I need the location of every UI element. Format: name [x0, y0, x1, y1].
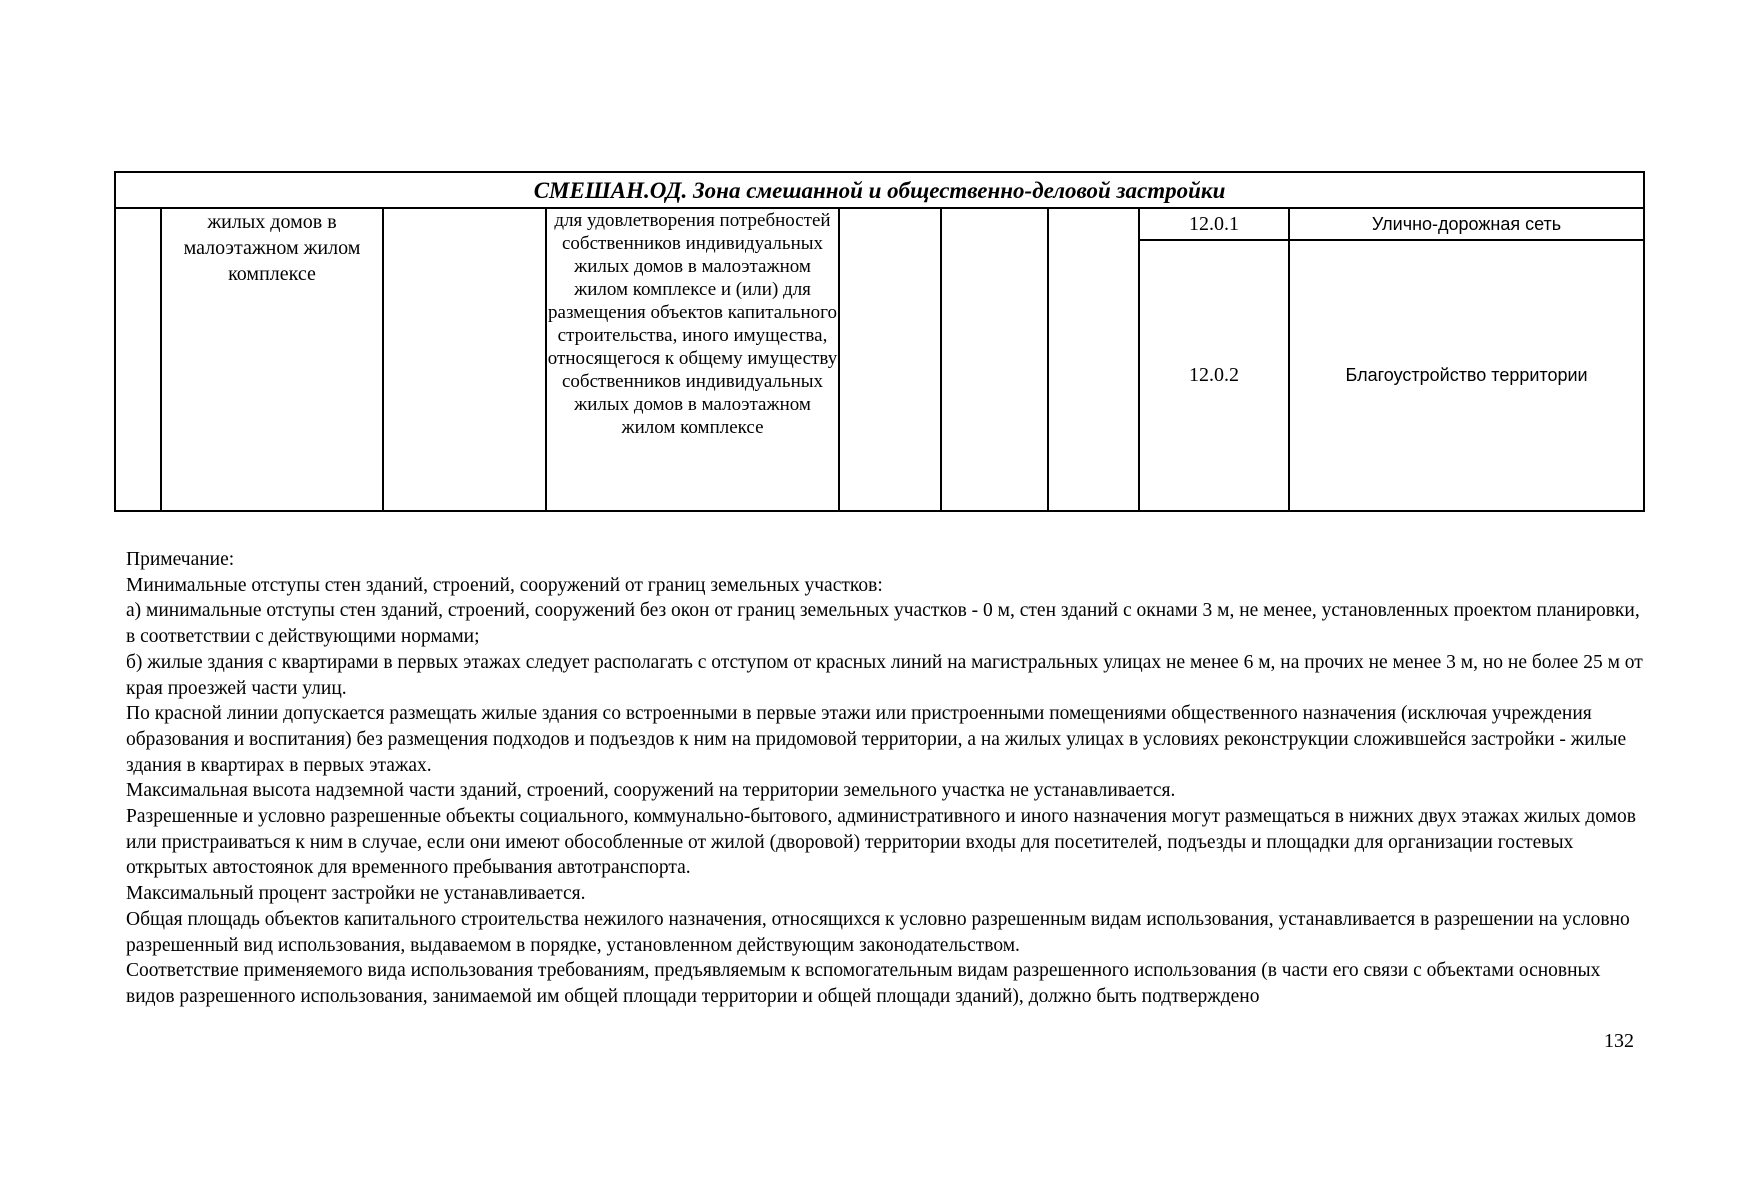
note-paragraph: Общая площадь объектов капитального строительства нежилого назначения, относящихся к условно разрешенным видам использования, устанавливается в разрешении на условно разрешенный вид использования, выдаваемом в порядке, установленном действующим законодательством.	[126, 908, 1630, 956]
table-cell-code: 12.0.1	[1139, 208, 1289, 240]
note-paragraph: Соответствие применяемого вида использования требованиям, предъявляемым к вспомогательным видам разрешенного использования (в части его связи с объектами основных видов разрешенного использования, занимаемой им общей площади территории и общей площади зданий), должно быть подтверждено	[126, 960, 1601, 1007]
note-paragraph: б) жилые здания с квартирами в первых этажах следует располагать с отступом от красных линий на магистральных улицах не менее 6 м, на прочих не менее 3 м, но не более 25 м от края проезжей части улиц.	[126, 651, 1643, 699]
note-paragraph: а) минимальные отступы стен зданий, строений, сооружений без окон от границ земельных участков - 0 м, стен зданий с окнами 3 м, не менее, установленных проектом планировки, в соответствии с действующими нормами;	[126, 600, 1640, 648]
table-cell-code: 12.0.2	[1139, 240, 1289, 511]
table-cell-empty-2	[383, 208, 546, 511]
note-paragraph: Разрешенные и условно разрешенные объекты социального, коммунально-бытового, административного и иного назначения могут размещаться в нижних двух этажах жилых домов или пристраиваться к ним в случае, если они имеют обособленные от жилой (дворовой) территории входы для посетителей, подъезды и площадки для организации гостевых открытых автостоянок для временного пребывания автотранспорта.	[126, 806, 1637, 879]
notes-heading: Примечание:	[126, 549, 235, 570]
table-cell-use-description: для удовлетворения потребностей собственников индивидуальных жилых домов в малоэтажном жилом комплексе и (или) для размещения объектов капитального строительства, иного имущества, относящегося к общему имуществу собственников индивидуальных жилых домов в малоэтажном жилом комплексе	[546, 208, 839, 511]
table-cell-name: Улично-дорожная сеть	[1289, 208, 1644, 240]
table-cell-empty-1	[115, 208, 161, 511]
zoning-table	[114, 171, 1645, 512]
note-paragraph: По красной линии допускается размещать жилые здания со встроенными в первые этажи или пристроенными помещениями общественного назначения (исключая учреждения образования и воспитания) без размещения подходов и подъездов к ним на придомовой территории, а на жилых улицах в условиях реконструкции сложившейся застройки - жилые здания в квартирах в первых этажах.	[126, 703, 1627, 776]
page-number: 132	[1604, 1030, 1634, 1052]
note-paragraph: Максимальная высота надземной части зданий, строений, сооружений на территории земельного участка не устанавливается.	[126, 780, 1176, 802]
note-paragraph: Минимальные отступы стен зданий, строений, сооружений от границ земельных участков:	[126, 574, 883, 596]
note-paragraph: Максимальный процент застройки не устанавливается.	[126, 883, 586, 905]
table-cell-empty-4	[941, 208, 1048, 511]
table-cell-name: Благоустройство территории	[1289, 240, 1644, 511]
table-cell-use-name: жилых домов в малоэтажном жилом комплексе	[161, 208, 383, 511]
notes-section	[126, 547, 1646, 1010]
table-cell-empty-5	[1048, 208, 1139, 511]
table-title: СМЕШАН.ОД. Зона смешанной и общественно-деловой застройки	[115, 172, 1644, 208]
table-cell-empty-3	[839, 208, 941, 511]
